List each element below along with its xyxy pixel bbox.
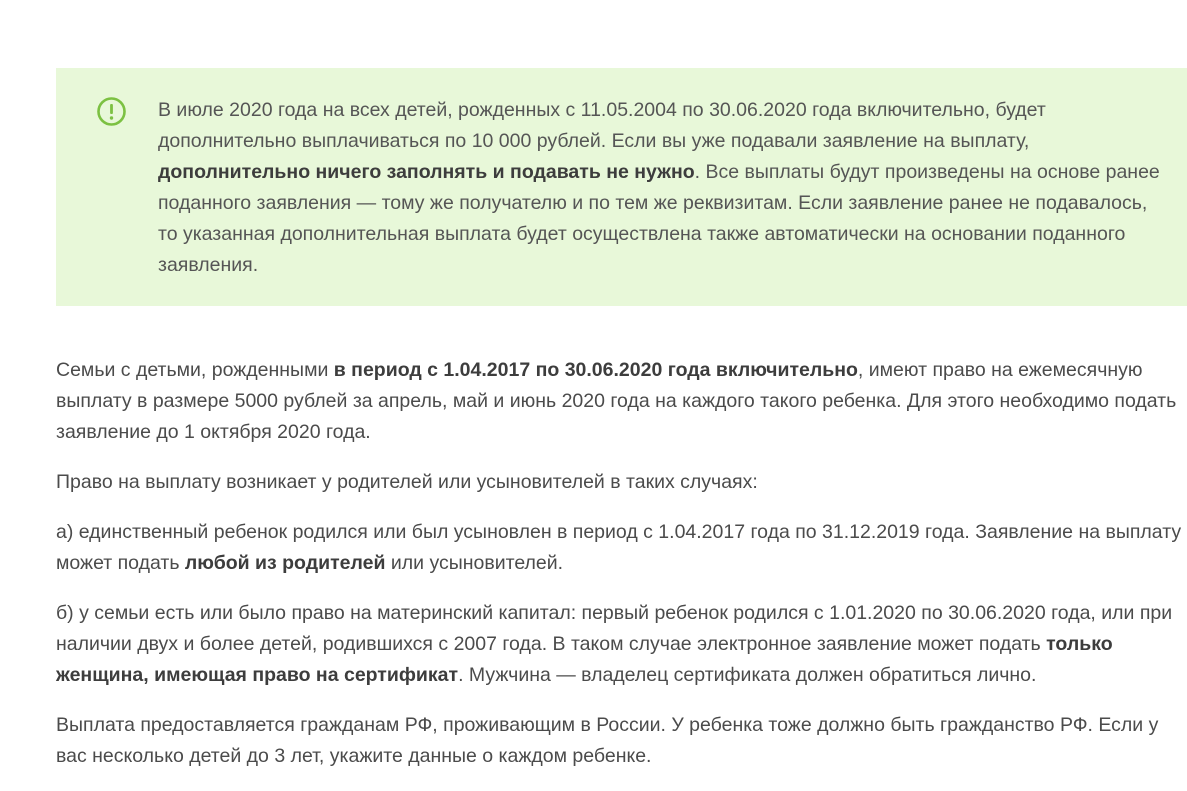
notice-text-bold: дополнительно ничего заполнять и подавать не нужно: [158, 161, 695, 183]
paragraph-citizenship: Выплата предоставляется гражданам РФ, проживающим в России. У ребенка тоже должно быть гражданство РФ. Если у вас несколько детей до 3 лет, укажите данные о каждом ребенке.: [56, 714, 1159, 767]
paragraph-eligibility: [56, 355, 1187, 448]
text: , имеют право на ежемесячную выплату в размере 5000 рублей за апрель, май и июнь 2020 года на каждого такого ребенка. Для этого необходимо подать заявление до 1 октября 2020 года.: [56, 359, 1177, 443]
text-bold: только женщина, имеющая право на сертификат: [56, 633, 1113, 686]
text-bold: любой из родителей: [184, 552, 386, 574]
text: или усыновителей.: [385, 552, 564, 574]
text-bold: в период с 1.04.2017 по 30.06.2020 года включительно: [333, 359, 858, 381]
notice-text-part: В июле 2020 года на всех детей, рожденных с 11.05.2004 по 30.06.2020 года включительно, будет дополнительно выплачиваться по 10 000 рублей. Если вы уже подавали заявление на выплату,: [158, 99, 1046, 152]
paragraph-rights-intro: Право на выплату возникает у родителей или усыновителей в таких случаях:: [56, 471, 758, 493]
article-content: [56, 355, 1187, 791]
paragraph-case-b: [56, 598, 1187, 691]
text: б) у семьи есть или было право на материнский капитал: первый ребенок родился с 1.01.2020 по 30.06.2020 года, или при наличии двух и более детей, родившихся с 2007 года. В таком случае электронное заявление может подать: [56, 602, 1173, 655]
notice-text-part: . Все выплаты будут произведены на основе ранее поданного заявления — тому же получателю и по тем же реквизитам. Если заявление ранее не подавалось, то указанная дополнительная выплата будет осуществлена также автоматически на основании поданного заявления.: [158, 161, 1160, 276]
paragraph-case-a: [56, 517, 1187, 579]
text: а) единственный ребенок родился или был усыновлен в период с 1.04.2017 года по 31.12.2019 года. Заявление на выплату может подать: [56, 521, 1182, 574]
text: . Мужчина — владелец сертификата должен обратиться лично.: [458, 664, 1037, 686]
info-notice: [56, 68, 1187, 306]
text: Семьи с детьми, рожденными: [56, 359, 334, 381]
notice-text: [158, 95, 1168, 281]
exclamation-circle-icon: [97, 97, 126, 126]
